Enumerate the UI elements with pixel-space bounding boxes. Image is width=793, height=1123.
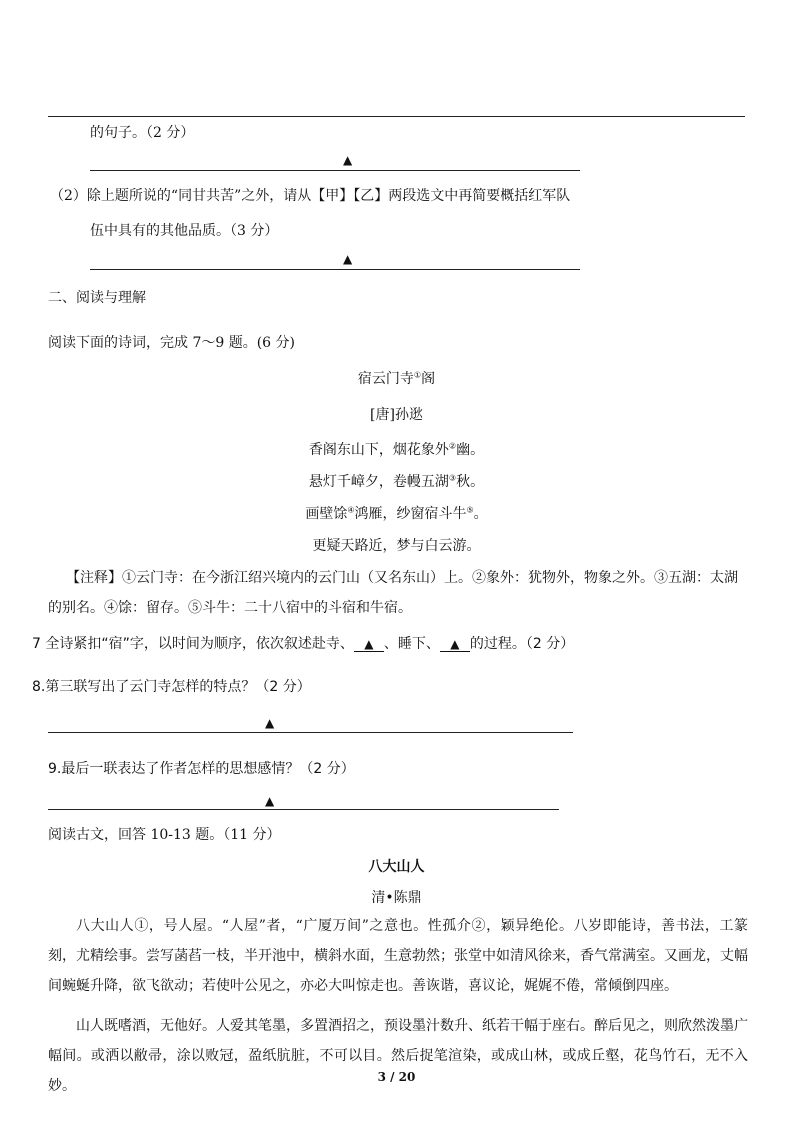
poem-author: [唐]孙逖 [370, 407, 423, 423]
poem-line: 更疑天路近，梦与白云游。 [312, 538, 481, 554]
question-9: 9.最后一联表达了作者怎样的思想感情？（2 分） [48, 761, 355, 777]
answer-line [48, 809, 559, 810]
answer-marker: ▲ [343, 153, 353, 167]
answer-marker: ▲ [265, 794, 275, 808]
question-7: 7 全诗紧扣“宿”字，以时间为顺序，依次叙述赴寺、 ▲ 、睡下、 ▲ 的过程。（2 分） [32, 636, 575, 652]
answer-line [90, 269, 580, 270]
answer-line [48, 732, 573, 733]
blank-field: ▲ [354, 637, 384, 652]
notes-line1: 【注释】①云门寺：在今浙江绍兴境内的云门山（又名东山）上。②象外：犹物外，物象之外。③五湖：太湖 [66, 570, 738, 586]
poem-intro: 阅读下面的诗词，完成 7～9 题。(6 分) [48, 335, 295, 351]
poem-line: 香阁东山下，烟花象外②幽。 [308, 441, 485, 458]
poem-title: 宿云门寺①阁 [357, 370, 436, 387]
question-8: 8.第三联写出了云门寺怎样的特点？（2 分） [32, 679, 311, 695]
notes-line2: 的别名。④馀：留存。⑤斗牛：二十八宿中的斗宿和牛宿。 [48, 600, 412, 616]
blank-field: ▲ [440, 637, 470, 652]
section-heading: 二、阅读与理解 [48, 290, 146, 306]
q6-line1-tail: 的句子。（2 分） [90, 125, 195, 141]
prose-author: 清•陈鼎 [371, 890, 422, 906]
prose-paragraph: 山人既嗜酒，无他好。人爱其笔墨，多置酒招之，预设墨汁数升、纸若干幅于座右。醉后见之，则欣然泼墨广幅间。或洒以敝帚，涂以败冠，盈纸肮脏，不可以目。然后捉笔渲染，或成山林，或成丘壑，花鸟竹石，无不入妙。 [48, 1018, 748, 1094]
answer-line [90, 170, 580, 171]
poem-line: 画壁馀④鸿雁，纱窗宿斗牛⑤。 [305, 505, 488, 522]
answer-marker: ▲ [343, 252, 353, 266]
prose-paragraph: 八大山人①，号人屋。“人屋”者，“广厦万间”之意也。性孤介②，颖异绝伦。八岁即能诗，善书法，工篆刻，尤精绘事。尝写菡萏一枝，半开池中，横斜水面，生意勃然；张堂中如清风徐来，香气常满室。又画龙，丈幅间蜿蜒升降，欲飞欲动；若使叶公见之，亦必大叫惊走也。善诙谐，喜议论，娓娓不倦，常倾倒四座。 [48, 918, 748, 994]
q6-sub2-line2: 伍中具有的其他品质。（3 分） [90, 223, 279, 239]
prose-intro: 阅读古文，回答 10-13 题。（11 分） [48, 827, 281, 843]
q6-sub2-line1: （2）除上题所说的“同甘共苦”之外，请从【甲】【乙】两段选文中再简要概括红军队 [50, 188, 571, 204]
page-number: 3 / 20 [377, 1070, 416, 1084]
top-rule [48, 116, 745, 117]
poem-line: 悬灯千嶂夕，卷幔五湖③秋。 [308, 473, 485, 490]
prose-title: 八大山人 [368, 859, 425, 875]
answer-marker: ▲ [265, 716, 275, 730]
